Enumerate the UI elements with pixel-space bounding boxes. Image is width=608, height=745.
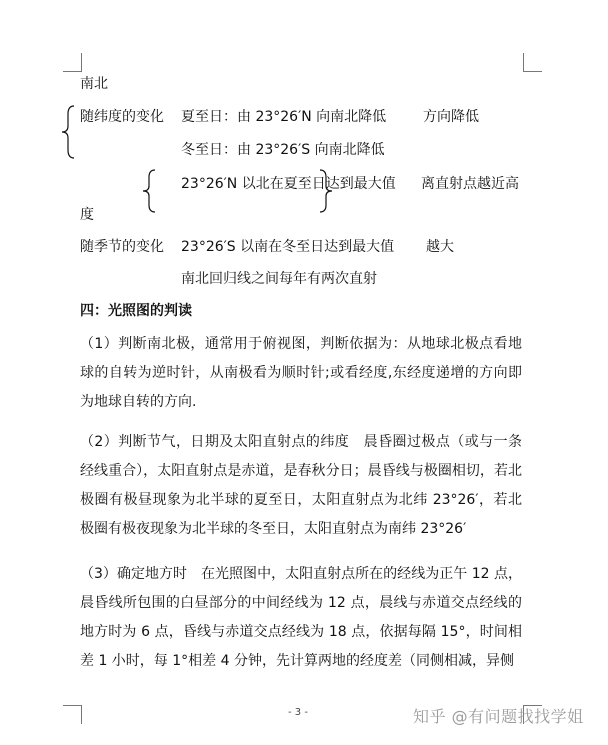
outline-line-2-far: 方向降低 [423, 109, 479, 125]
paragraph-3: （3）确定地方时 在光照图中，太阳直射点所在的经线为正午 12 点，晨昏线所包围的白昼部分的中间经线为 12 点，晨线与赤道交点经线的地方时为 6 点，昏线与赤道交点经线为 18 点，依据每隔 15°，时间相差 1 小时，每 1°相差 4 分钟，先计算两地的经度差（同侧相减，异侧 [80, 566, 522, 669]
inner-right-brace-icon [316, 168, 334, 214]
page-number: - 3 - [288, 707, 308, 718]
left-brace-icon [60, 104, 78, 160]
outline-line-4-right: 离直射点越近高 [421, 176, 519, 192]
outline-line-5: 度 [80, 207, 94, 223]
section-heading: 四：光照图的判读 [80, 303, 192, 319]
crop-mark-top-right [523, 53, 542, 72]
outline-line-6-right: 越大 [426, 239, 454, 255]
outline-line-1: 南北 [80, 76, 108, 92]
inner-left-brace-icon [141, 168, 159, 214]
outline-line-6-mid: 23°26′S 以南在冬至日达到最大值 [181, 239, 395, 255]
paragraph-1: （1）判断南北极，通常用于俯视图，判断依据为：从地球北极点看地球的自转为逆时针，从南极看为顺时针;或看经度,东经度递增的方向即为地球自转的方向. [80, 336, 522, 410]
outline-line-2-right: 夏至日：由 23°26′N 向南北降低 [181, 109, 387, 125]
crop-mark-top-left [63, 53, 82, 72]
outline-line-4-left: 23°26′N 以北在夏至日达到最大值 [181, 176, 396, 192]
outline-line-6-left: 随季节的变化 [80, 239, 164, 255]
zhihu-watermark: 知乎 @有问题找找学姐 [413, 707, 584, 726]
outline-line-3: 冬至日：由 23°26′S 向南北降低 [181, 142, 385, 158]
outline-line-2-left: 随纬度的变化 [80, 109, 164, 125]
outline-line-7: 南北回归线之间每年有两次直射 [181, 271, 377, 287]
crop-mark-bottom-left [63, 705, 82, 724]
paragraph-2: （2）判断节气，日期及太阳直射点的纬度 晨昏圈过极点（或与一条经线重合），太阳直射点是赤道，是春秋分日；晨昏线与极圈相切，若北极圈有极昼现象为北半球的夏至日，太阳直射点为北纬 23°26′，若北极圈有极夜现象为北半球的冬至日，太阳直射点为南纬 23°26′ [80, 434, 522, 537]
